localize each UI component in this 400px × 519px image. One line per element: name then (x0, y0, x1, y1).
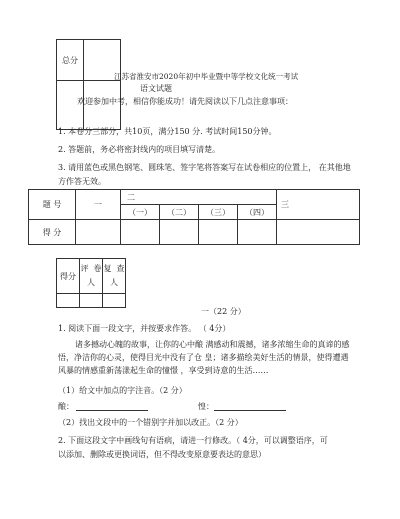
score-table (28, 189, 360, 245)
score-cell[interactable] (238, 220, 277, 245)
score-table-col-1: 一 (76, 190, 121, 220)
grader-cell[interactable] (80, 294, 103, 308)
score-table-qnum-label: 题 号 (29, 190, 76, 220)
section-title: 一（22 分） (201, 307, 246, 316)
score-table-subpart-1: （一） (121, 205, 160, 220)
score-table-score-label: 得 分 (29, 220, 76, 245)
note-1: 1. 本卷分三部分，共10页，满分150 分. 考试时间150分钟。 (58, 127, 277, 136)
blank-a-answer-line[interactable] (76, 410, 148, 411)
total-score-label: 总分 (57, 40, 84, 81)
grader-cell[interactable] (57, 294, 80, 308)
score-cell[interactable] (199, 220, 238, 245)
exam-subject: 语文试题 (140, 84, 172, 93)
passage-line-1: 诸多撼动心魄的故事，让你的心中酿 满感动和震撼，诸多浓缩生命的真谛的感 (75, 340, 350, 349)
question-2-line-2: 以添加、删除或更换词语，但不得改变原意要表达的意思） (58, 450, 266, 459)
note-2: 2. 答题前，务必将密封线内的项目填写清楚。 (58, 145, 221, 154)
score-table-col-2: 二 (121, 190, 277, 205)
welcome-text: 欢迎参加中考，相信你能成功！请先阅读以下几点注意事项： (77, 97, 293, 106)
score-table-subpart-3: （三） (199, 205, 238, 220)
score-cell[interactable] (121, 220, 160, 245)
grader-cell[interactable] (103, 294, 126, 308)
note-3: 3. 请用蓝色或黑色钢笔、圆珠笔、签字笔将答案写在试卷相应的位置上， 在其他地 (58, 163, 351, 172)
score-table-col-3: 三 (277, 190, 360, 220)
grader-table-grader-label: 评 卷 人 (80, 259, 103, 294)
score-cell[interactable] (160, 220, 199, 245)
grader-table-reviewer-label: 复 查 人 (103, 259, 126, 294)
blank-a-label: 酿： (58, 402, 74, 411)
blank-b-answer-line[interactable] (214, 410, 286, 411)
score-cell[interactable] (277, 220, 360, 245)
question-2-line-1: 2. 下面这段文字中画线句有语病，请进一行修改。（ 4分，可以调整语序，可 (58, 436, 328, 445)
score-table-subpart-4: （四） (238, 205, 277, 220)
grader-table (56, 258, 126, 308)
blank-b-label: 惶： (198, 402, 214, 411)
exam-title: 江苏省淮安市2020年初中毕业暨中等学校文化统一考试 (114, 72, 299, 81)
passage-line-2: 悟，净洁你的心灵，使得目光中没有了仓 皇；诸多描绘美好生活的情景，使得遭遇 (58, 353, 349, 362)
question-1-2: （2）找出文段中的一个错别字并加以改正。（2 分） (58, 418, 243, 427)
score-cell[interactable] (76, 220, 121, 245)
note-3-cont: 方作答无效。 (58, 177, 106, 186)
score-table-subpart-2: （二） (160, 205, 199, 220)
question-1-1: （1）给文中加点的字注音。（2 分） (58, 386, 187, 395)
question-1: 1. 阅读下面一段文字，并按要求作答。 （ 4分） (58, 324, 231, 333)
grader-table-score-label: 得分 (57, 259, 80, 294)
passage-line-3: 风暴的情感重新荡漾起生命的憧憬 ，享受到诗意的生活…… (58, 366, 269, 375)
total-score-box (56, 39, 121, 130)
